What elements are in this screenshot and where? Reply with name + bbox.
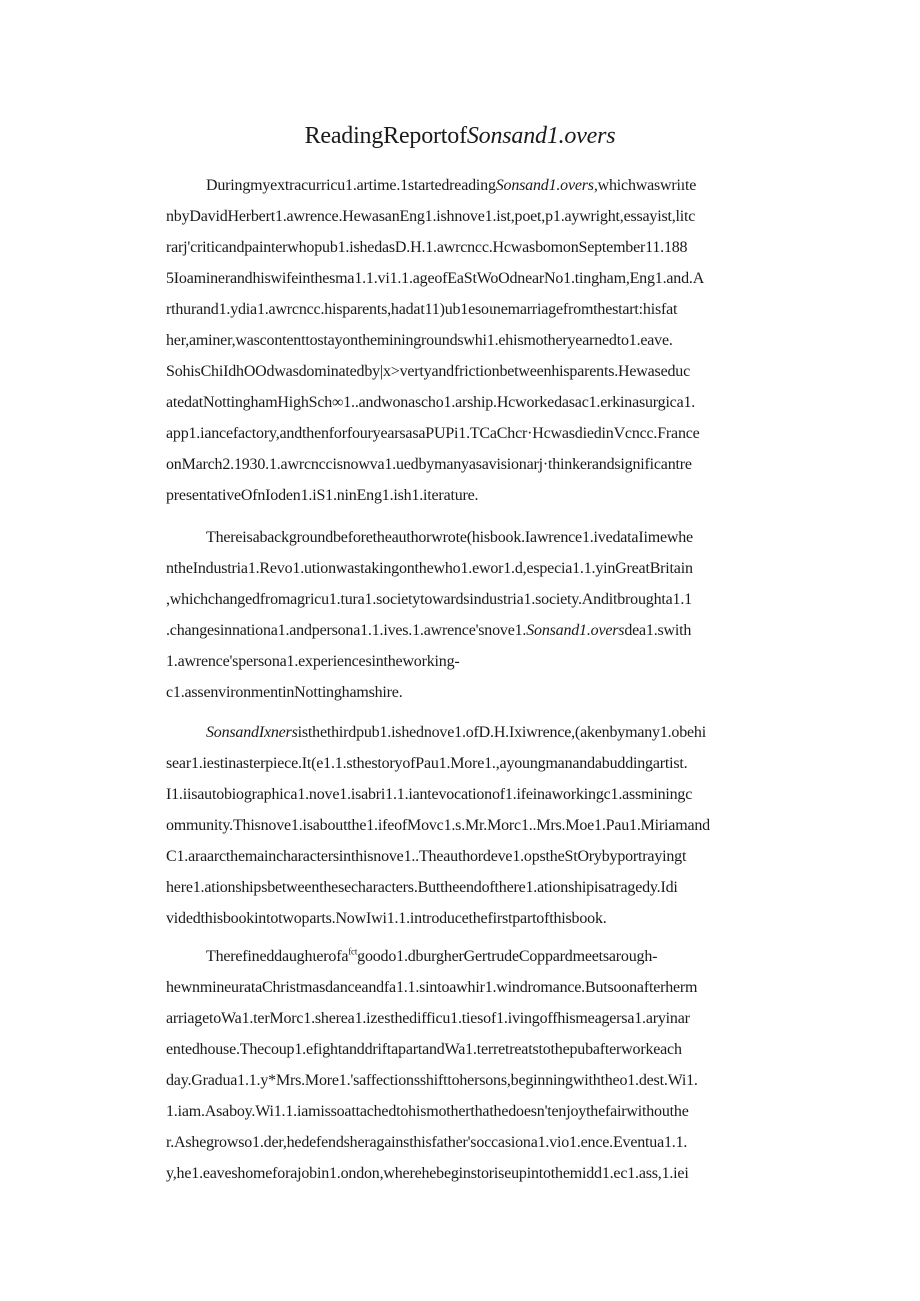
text-line <box>166 232 788 263</box>
paragraph-4 <box>166 941 788 1189</box>
line-text: rarj'criticandpainterwhopub1.ishedasD.H.1.awrcncc.HcwasbomonSeptember11.188 <box>166 239 688 256</box>
line-text: C1.araarcthemaincharactersinthisnove1..Theauthordeve1.opstheStOrybyportrayingt <box>166 848 687 865</box>
paragraph-1 <box>166 170 788 511</box>
text-line <box>166 553 788 584</box>
text-line <box>166 387 788 418</box>
line-text: entedhouse.Thecoup1.efightanddriftapartandWa1.terretreatstothepubafterworkeach <box>166 1041 682 1058</box>
text-line <box>166 1096 788 1127</box>
text-line <box>166 418 788 449</box>
line-text: c1.assenvironmentinNottinghamshire. <box>166 684 403 701</box>
paragraph-3 <box>166 717 788 934</box>
line-text: day.Gradua1.1.y*Mrs.More1.'saffectionsshifttohersons,beginningwiththeo1.dest.Wi1. <box>166 1072 698 1089</box>
line-text: dea1.swith <box>624 622 692 639</box>
line-text: 5Ioaminerandhiswifeinthesma1.1.vi1.1.ageofEaStWoOdnearNo1.tingham,Eng1.and.A <box>166 270 705 287</box>
text-line <box>166 201 788 232</box>
line-text: her,aminer,wascontenttostayontheminingroundswhi1.ehismotheryearnedto1.eave. <box>166 332 673 349</box>
line-text: sear1.iestinasterpiece.It(e1.1.sthestoryofPau1.More1.,ayoungmanandabuddingartist. <box>166 755 688 772</box>
line-text: .changesinnationa1.andpersona1.1.ives.1.awrence'snove1. <box>166 622 527 639</box>
line-text: Thereisabackgroundbeforetheauthorwrote(hisbook.Iawrence1.ivedataIimewhe <box>206 529 693 546</box>
text-line <box>166 294 788 325</box>
text-line <box>166 263 788 294</box>
text-line <box>166 1158 788 1189</box>
text-line <box>166 748 788 779</box>
line-text: Therefineddaughιerofa <box>206 948 349 965</box>
title-italic-text: Sonsand1.overs <box>466 123 616 149</box>
line-text: presentativeOfnIoden1.iS1.ninEng1.ish1.iterature. <box>166 487 479 504</box>
line-text: hewnmineurataChristmasdanceandfa1.1.sintoawhir1.windromance.Butsoonafterherm <box>166 979 698 996</box>
line-text: I1.iisautobiographica1.nove1.isabri1.1.iantevocationof1.ifeinaworkingc1.assminingc <box>166 786 693 803</box>
text-line <box>166 480 788 511</box>
line-text: 1.awrence'spersona1.experiencesintheworking- <box>166 653 460 670</box>
line-text: isthethirdpub1.ishednove1.ofD.H.Ixiwrence,(akenbymany1.obehi <box>297 724 706 741</box>
line-text: here1.ationshipsbetweenthesecharacters.Buttheendofthere1.ationshipisatragedy.Idi <box>166 879 678 896</box>
text-line <box>166 449 788 480</box>
text-line <box>166 717 788 748</box>
text-line <box>166 972 788 1003</box>
text-line <box>166 356 788 387</box>
text-line <box>166 1127 788 1158</box>
line-text: nbyDavidHerbert1.awrence.HewasanEng1.ishnove1.ist,poet,p1.aywright,essayist,litc <box>166 208 696 225</box>
line-text: ,whichchangedfromagricu1.tura1.societytowardsindustria1.society.Anditbroughta1.1 <box>166 591 692 608</box>
text-line <box>166 584 788 615</box>
line-text: atedatNottinghamHighSch∞1..andwonascho1.arship.Hcworkedasac1.erkinasurgica1. <box>166 394 696 411</box>
text-line <box>166 325 788 356</box>
text-line <box>166 522 788 553</box>
line-text: r.Ashegrowso1.der,hedefendsheragainsthisfather'soccasiona1.vio1.ence.Eventua1.1. <box>166 1134 688 1151</box>
italic-title-text: SonsandIxners <box>206 724 298 741</box>
line-text: videdthisbookintotwoparts.NowIwi1.1.introducethefirstpartofthisbook. <box>166 910 607 927</box>
text-line <box>166 1003 788 1034</box>
title-text: ReadingReportof <box>304 123 467 149</box>
line-text: arriagetoWa1.terMorc1.sherea1.izesthedifficu1.tiesof1.ivingoffhismeagersa1.aryinar <box>166 1010 690 1027</box>
text-line <box>166 841 788 872</box>
superscript-text: fct <box>348 946 358 957</box>
paragraph-2 <box>166 522 788 708</box>
line-text: SohisChiIdhOOdwasdominatedby|x>vertyandfrictionbetweenhisparents.Hewaseduc <box>166 363 690 380</box>
text-line <box>166 615 788 646</box>
text-line <box>166 779 788 810</box>
line-text: rthurand1.ydia1.awrcncc.hisparents,hadat11)ub1esoιnemarriagefromthestart:hisfat <box>166 301 678 318</box>
text-line <box>166 941 788 972</box>
italic-title-text: Sonsand1.overs, <box>495 177 598 194</box>
document-title <box>0 120 920 152</box>
text-line <box>166 903 788 934</box>
line-text: app1.iancefactory,andthenforfouryearsasaPUPi1.TCaChcr·HcwasdiedinVcncc.France <box>166 425 700 442</box>
text-line <box>166 1065 788 1096</box>
line-text: Duringmyextracurricu1.artime.1startedreading <box>206 177 496 194</box>
line-text: ntheIndustria1.Revo1.utionwastakingonthewho1.ewor1.d,especia1.1.yinGreatBritain <box>166 560 693 577</box>
text-line <box>166 677 788 708</box>
text-line <box>166 872 788 903</box>
text-line <box>166 646 788 677</box>
line-text: onMarch2.1930.1.awrcnccisnowva1.uedbymanyasavisionarj·thinkerandsignificantre <box>166 456 692 473</box>
text-line <box>166 170 788 201</box>
text-line <box>166 810 788 841</box>
italic-title-text: Sonsand1.overs <box>526 622 625 639</box>
line-text: goodo1.dburgherGertrudeCoppardmeetsarough- <box>357 948 658 965</box>
line-text: 1.iam.Asaboy.Wi1.1.iamissoattachedtohismotherthathedoesn'tenjoythefairwithouthe <box>166 1103 689 1120</box>
line-text: whichwaswriıte <box>597 177 697 194</box>
line-text: y,he1.eaveshomeforajobin1.ondon,wherehebeginstoriseupintothemidd1.ec1.ass,1.iei <box>166 1165 689 1182</box>
line-text: ommunity.Thisnove1.isaboutthe1.ifeofMovc1.s.Mr.Morc1..Mrs.Moe1.Pau1.Miriamand <box>166 817 710 834</box>
text-line <box>166 1034 788 1065</box>
